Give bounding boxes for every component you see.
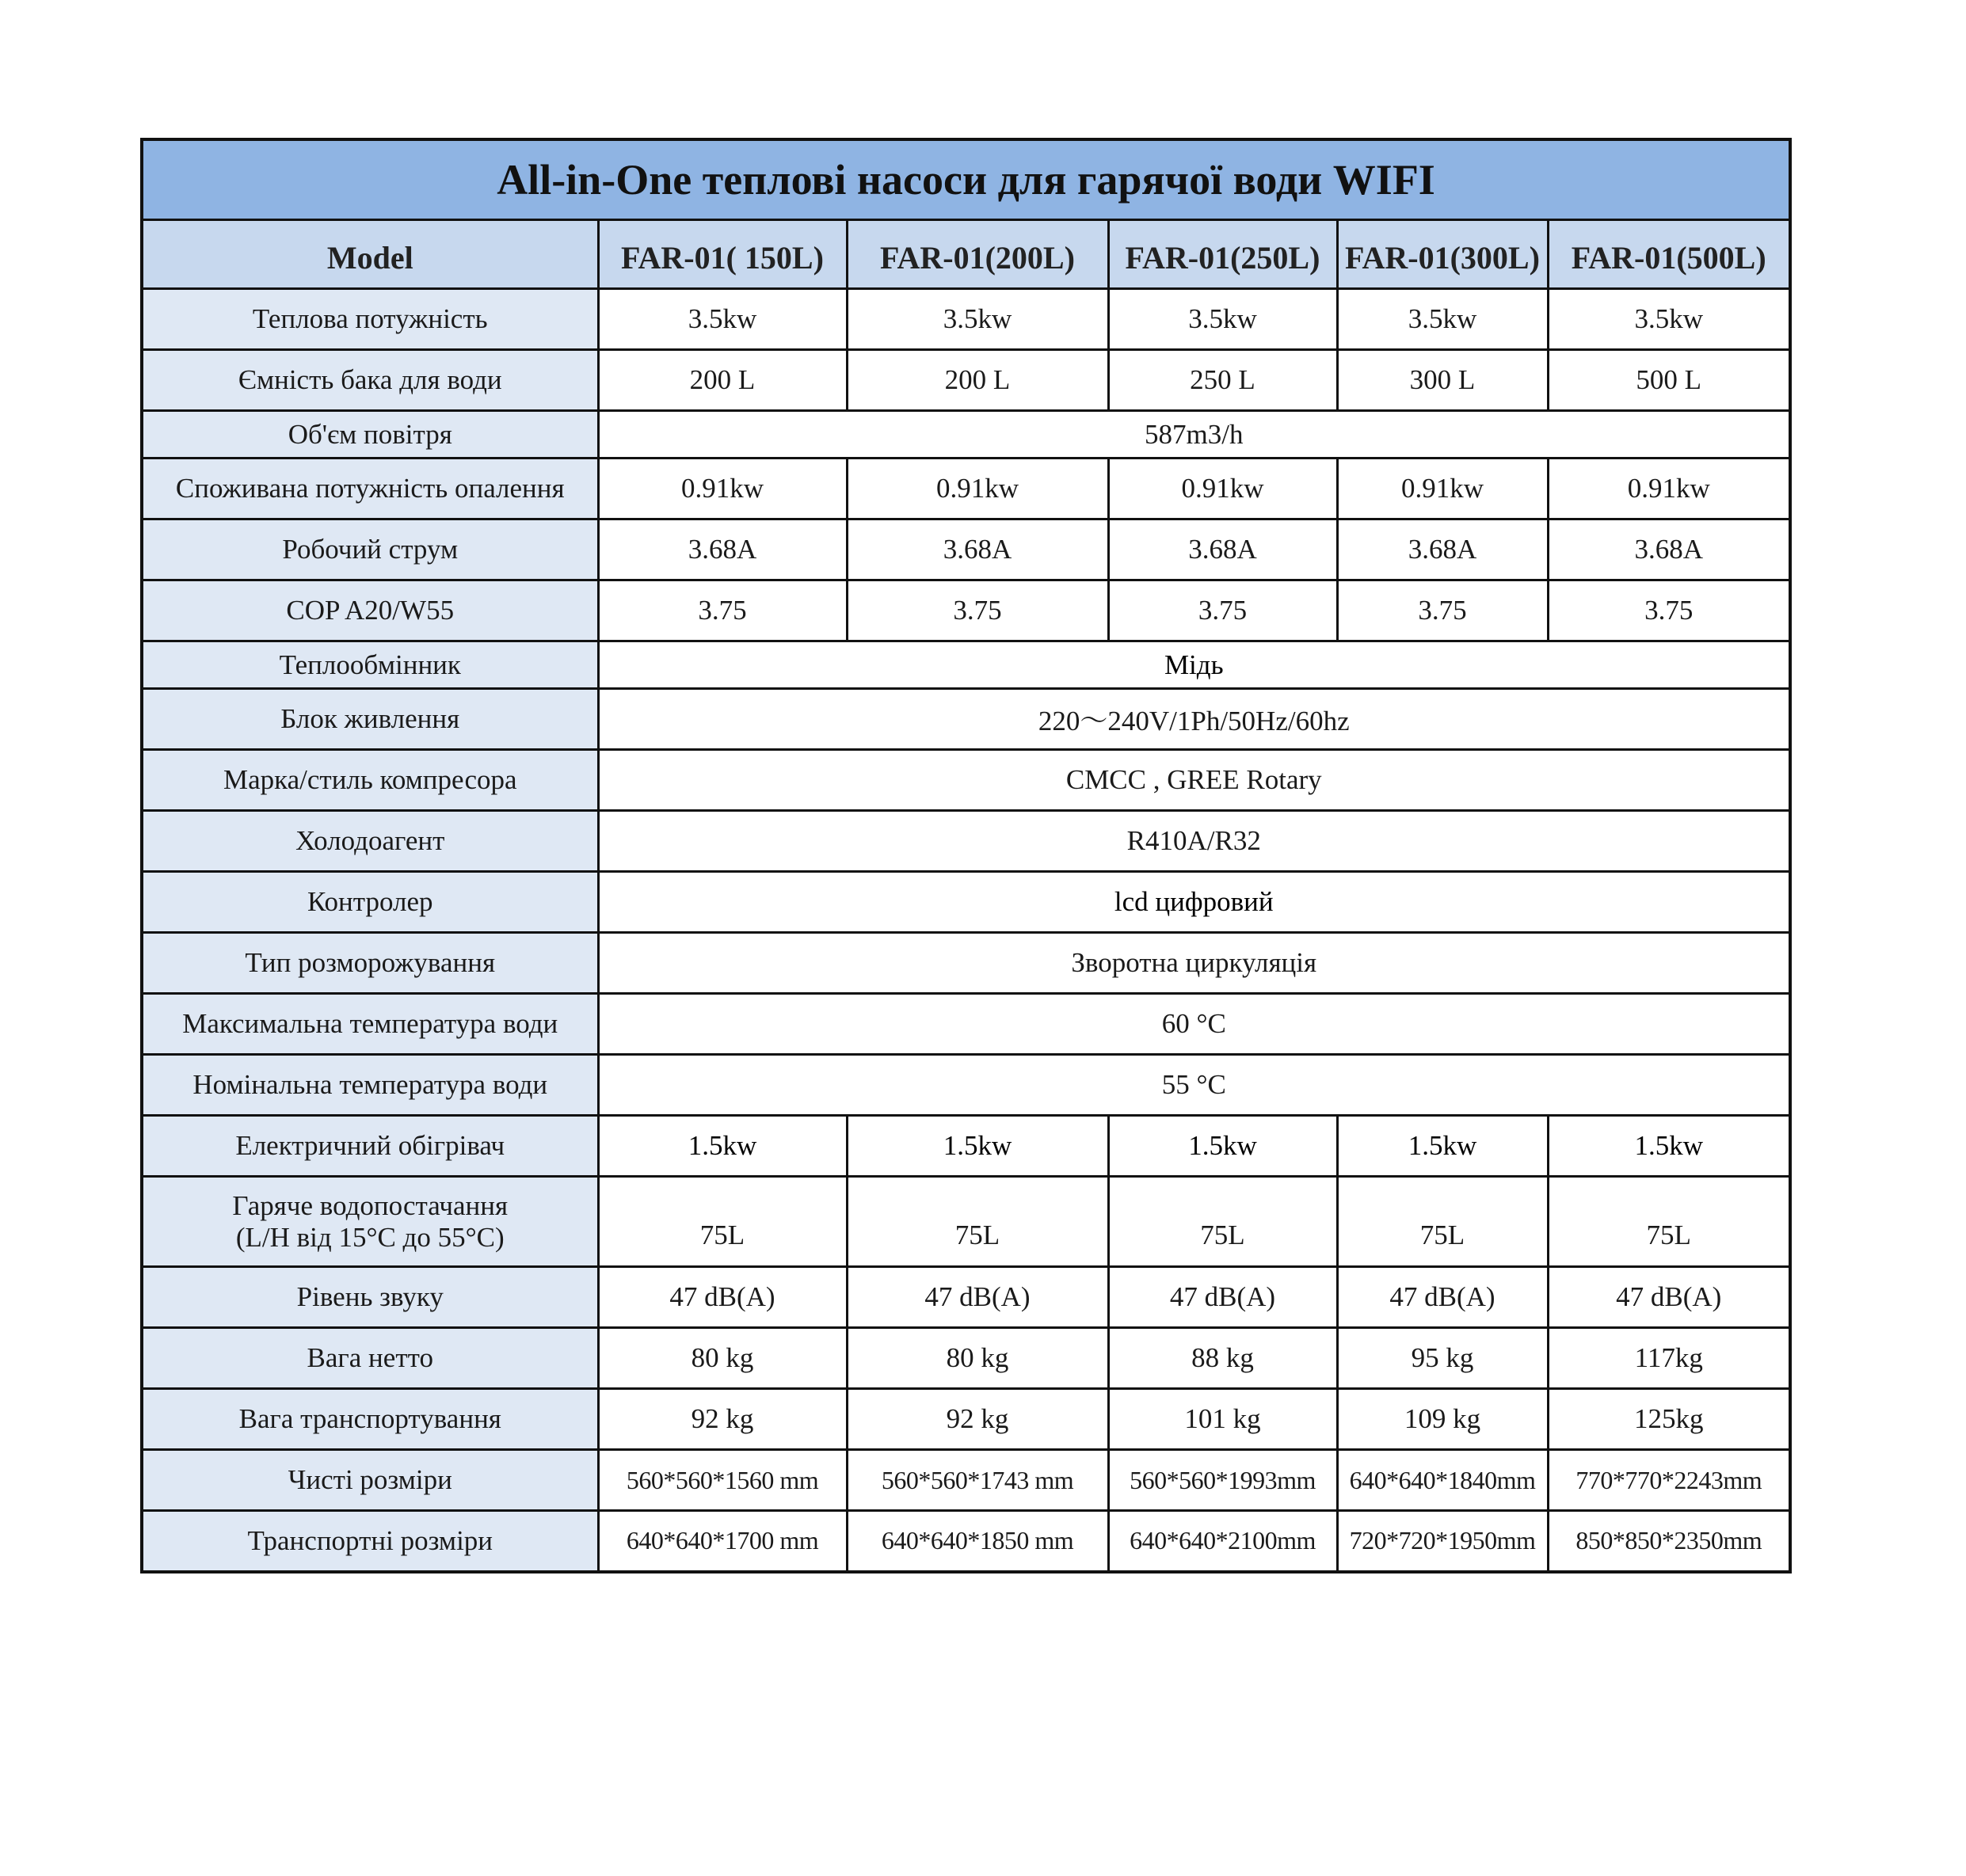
table-row bbox=[142, 994, 1790, 1055]
row-value-merged: Мідь bbox=[598, 641, 1790, 689]
row-label: Ємність бака для води bbox=[142, 350, 598, 411]
row-value: 109 kg bbox=[1337, 1389, 1548, 1450]
row-value: 125kg bbox=[1548, 1389, 1790, 1450]
header-model-500l: FAR-01(500L) bbox=[1548, 220, 1790, 289]
row-value: 47 dB(A) bbox=[1108, 1267, 1337, 1328]
row-label: Об'єм повітря bbox=[142, 411, 598, 459]
row-value-merged: R410A/R32 bbox=[598, 811, 1790, 872]
row-label: Споживана потужність опалення bbox=[142, 459, 598, 519]
header-row bbox=[142, 220, 1790, 289]
table-row bbox=[142, 750, 1790, 811]
table-row bbox=[142, 459, 1790, 519]
row-value: 720*720*1950mm bbox=[1337, 1511, 1548, 1572]
row-value: 101 kg bbox=[1108, 1389, 1337, 1450]
row-label: Робочий струм bbox=[142, 519, 598, 580]
row-value: 640*640*2100mm bbox=[1108, 1511, 1337, 1572]
row-value-merged: Зворотна циркуляція bbox=[598, 933, 1790, 994]
row-value: 47 dB(A) bbox=[598, 1267, 847, 1328]
table-row bbox=[142, 1389, 1790, 1450]
spec-table bbox=[140, 138, 1792, 1573]
row-value: 75L bbox=[1337, 1177, 1548, 1267]
row-value: 3.5kw bbox=[1108, 289, 1337, 350]
row-value-merged: 55 °C bbox=[598, 1055, 1790, 1116]
row-label: Тип розморожування bbox=[142, 933, 598, 994]
row-value: 3.68A bbox=[847, 519, 1108, 580]
title-row bbox=[142, 139, 1790, 220]
table-row bbox=[142, 411, 1790, 459]
table-row bbox=[142, 289, 1790, 350]
row-value: 3.75 bbox=[1108, 580, 1337, 641]
row-value: 500 L bbox=[1548, 350, 1790, 411]
table-row bbox=[142, 1450, 1790, 1511]
row-value: 770*770*2243mm bbox=[1548, 1450, 1790, 1511]
table-row bbox=[142, 641, 1790, 689]
row-value: 47 dB(A) bbox=[847, 1267, 1108, 1328]
table-title: All-in-One теплові насоси для гарячої води WIFI bbox=[142, 139, 1790, 220]
row-value: 3.68A bbox=[1337, 519, 1548, 580]
row-value: 92 kg bbox=[847, 1389, 1108, 1450]
row-value: 3.5kw bbox=[1548, 289, 1790, 350]
table-row bbox=[142, 1177, 1790, 1267]
row-value: 117kg bbox=[1548, 1328, 1790, 1389]
row-value: 80 kg bbox=[598, 1328, 847, 1389]
row-value: 1.5kw bbox=[1337, 1116, 1548, 1177]
row-value-merged: 220～240V/1Ph/50Hz/60hz bbox=[598, 689, 1790, 750]
table-row bbox=[142, 933, 1790, 994]
row-value: 560*560*1743 mm bbox=[847, 1450, 1108, 1511]
row-label-line1: Гаряче водопостачання bbox=[232, 1189, 509, 1221]
row-value: 200 L bbox=[598, 350, 847, 411]
row-value: 0.91kw bbox=[1337, 459, 1548, 519]
row-value: 250 L bbox=[1108, 350, 1337, 411]
row-label: Номінальна температура води bbox=[142, 1055, 598, 1116]
table-row bbox=[142, 519, 1790, 580]
row-value: 560*560*1993mm bbox=[1108, 1450, 1337, 1511]
row-value: 3.75 bbox=[847, 580, 1108, 641]
row-value: 640*640*1700 mm bbox=[598, 1511, 847, 1572]
row-value: 3.5kw bbox=[847, 289, 1108, 350]
row-value: 95 kg bbox=[1337, 1328, 1548, 1389]
row-label: Чисті розміри bbox=[142, 1450, 598, 1511]
row-label: Теплова потужність bbox=[142, 289, 598, 350]
row-value: 1.5kw bbox=[1548, 1116, 1790, 1177]
row-label: Холодоагент bbox=[142, 811, 598, 872]
row-value: 3.68A bbox=[1108, 519, 1337, 580]
header-model-300l: FAR-01(300L) bbox=[1337, 220, 1548, 289]
header-label-model: Model bbox=[142, 220, 598, 289]
row-value: 75L bbox=[598, 1177, 847, 1267]
row-value-merged: lcd цифровий bbox=[598, 872, 1790, 933]
row-value: 75L bbox=[847, 1177, 1108, 1267]
row-value: 560*560*1560 mm bbox=[598, 1450, 847, 1511]
row-value: 75L bbox=[1548, 1177, 1790, 1267]
row-value-merged: 60 °C bbox=[598, 994, 1790, 1055]
row-value: 47 dB(A) bbox=[1548, 1267, 1790, 1328]
row-label: Рівень звуку bbox=[142, 1267, 598, 1328]
row-value: 3.75 bbox=[1548, 580, 1790, 641]
row-value: 3.75 bbox=[1337, 580, 1548, 641]
row-value: 80 kg bbox=[847, 1328, 1108, 1389]
row-value: 0.91kw bbox=[1108, 459, 1337, 519]
row-value: 1.5kw bbox=[1108, 1116, 1337, 1177]
row-value: 3.5kw bbox=[1337, 289, 1548, 350]
row-value: 300 L bbox=[1337, 350, 1548, 411]
row-value: 3.68A bbox=[1548, 519, 1790, 580]
table-row bbox=[142, 1116, 1790, 1177]
row-label: Теплообмінник bbox=[142, 641, 598, 689]
header-model-150l: FAR-01( 150L) bbox=[598, 220, 847, 289]
row-value-merged: CMCC , GREE Rotary bbox=[598, 750, 1790, 811]
row-value: 1.5kw bbox=[598, 1116, 847, 1177]
table-row bbox=[142, 350, 1790, 411]
row-value: 0.91kw bbox=[598, 459, 847, 519]
row-label-line2: (L/H від 15°C до 55°C) bbox=[235, 1221, 505, 1253]
row-value: 0.91kw bbox=[1548, 459, 1790, 519]
row-value: 640*640*1840mm bbox=[1337, 1450, 1548, 1511]
row-value: 200 L bbox=[847, 350, 1108, 411]
row-label: Контролер bbox=[142, 872, 598, 933]
row-label bbox=[142, 1177, 598, 1267]
header-model-200l: FAR-01(200L) bbox=[847, 220, 1108, 289]
row-value: 850*850*2350mm bbox=[1548, 1511, 1790, 1572]
row-value: 92 kg bbox=[598, 1389, 847, 1450]
table-row bbox=[142, 580, 1790, 641]
row-value: 3.75 bbox=[598, 580, 847, 641]
row-label: Електричний обігрівач bbox=[142, 1116, 598, 1177]
row-value: 1.5kw bbox=[847, 1116, 1108, 1177]
table-row bbox=[142, 1055, 1790, 1116]
row-label: Вага нетто bbox=[142, 1328, 598, 1389]
table-row bbox=[142, 1511, 1790, 1572]
row-value: 3.5kw bbox=[598, 289, 847, 350]
row-label: Максимальна температура води bbox=[142, 994, 598, 1055]
row-value: 3.68A bbox=[598, 519, 847, 580]
row-value: 640*640*1850 mm bbox=[847, 1511, 1108, 1572]
table-row bbox=[142, 872, 1790, 933]
table-row bbox=[142, 1267, 1790, 1328]
row-label: Транспортні розміри bbox=[142, 1511, 598, 1572]
row-value-merged: 587m3/h bbox=[598, 411, 1790, 459]
row-label: Марка/стиль компресора bbox=[142, 750, 598, 811]
row-label: Вага транспортування bbox=[142, 1389, 598, 1450]
header-model-250l: FAR-01(250L) bbox=[1108, 220, 1337, 289]
row-label: COP A20/W55 bbox=[142, 580, 598, 641]
row-value: 0.91kw bbox=[847, 459, 1108, 519]
row-value: 47 dB(A) bbox=[1337, 1267, 1548, 1328]
row-label: Блок живлення bbox=[142, 689, 598, 750]
row-value: 88 kg bbox=[1108, 1328, 1337, 1389]
table-row bbox=[142, 689, 1790, 750]
row-value: 75L bbox=[1108, 1177, 1337, 1267]
table-row bbox=[142, 811, 1790, 872]
table-row bbox=[142, 1328, 1790, 1389]
